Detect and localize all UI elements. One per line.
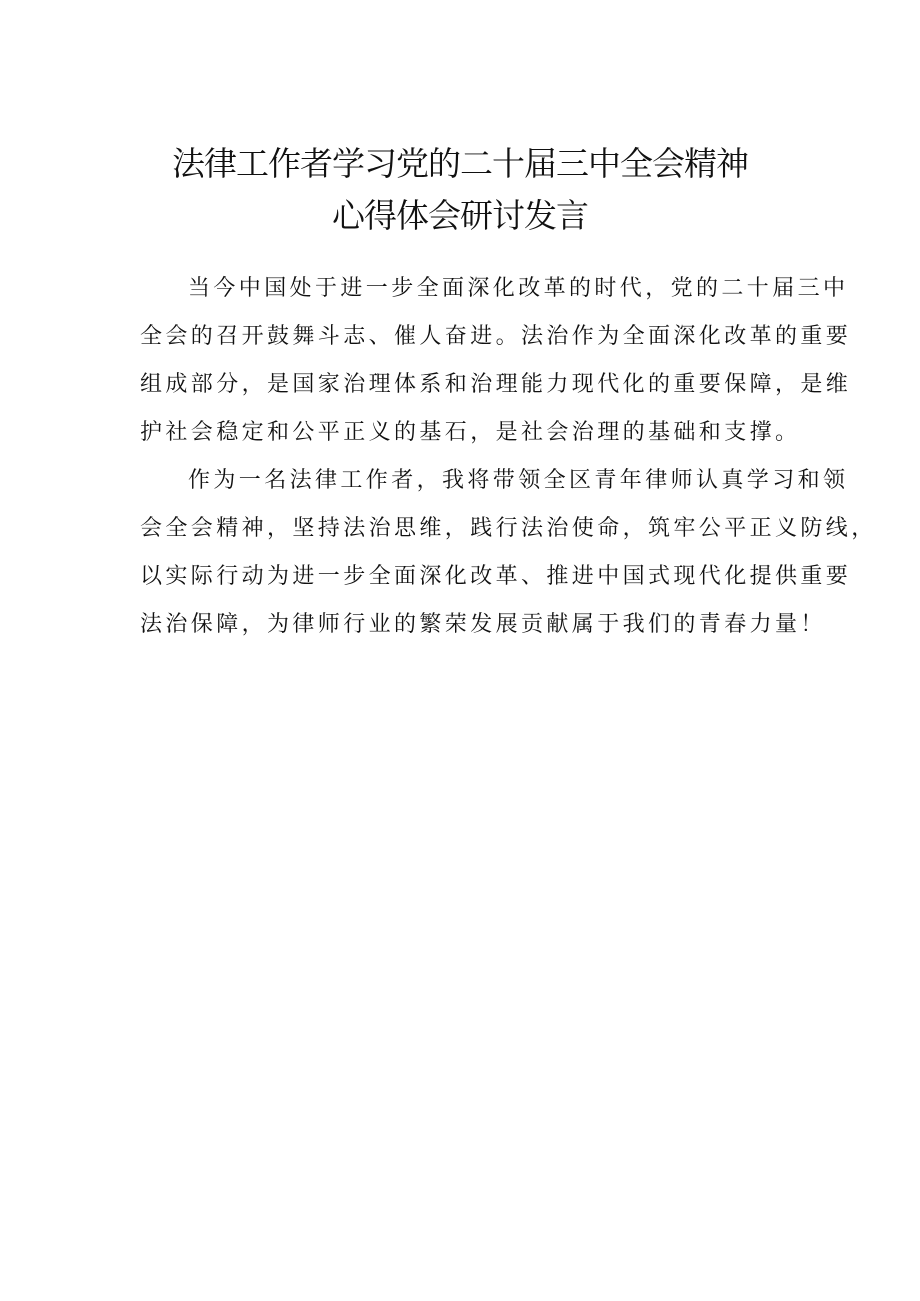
paragraph-2-line-1: 作为一名法律工作者，我将带领全区青年律师认真学习和领 xyxy=(188,468,849,493)
paragraph-1-line-1: 当今中国处于进一步全面深化改革的时代，党的二十届三中 xyxy=(188,276,849,301)
document-body xyxy=(140,265,877,649)
document-title xyxy=(0,138,920,242)
paragraph-1-line-2: 全会的召开鼓舞斗志、催人奋进。法治作为全面深化改革的重要 xyxy=(140,324,852,349)
title-line-1: 法律工作者学习党的二十届三中全会精神 xyxy=(172,144,748,183)
title-line-2: 心得体会研讨发言 xyxy=(332,196,588,235)
paragraph-2-line-2: 会全会精神，坚持法治思维，践行法治使命，筑牢公平正义防线， xyxy=(140,516,877,541)
paragraph-2-line-4: 法治保障，为律师行业的繁荣发展贡献属于我们的青春力量！ xyxy=(140,612,826,637)
paragraph-1-line-4: 护社会稳定和公平正义的基石，是社会治理的基础和支撑。 xyxy=(140,420,801,445)
paragraph-2-line-3: 以实际行动为进一步全面深化改革、推进中国式现代化提供重要 xyxy=(140,564,852,589)
paragraph-1-line-3: 组成部分，是国家治理体系和治理能力现代化的重要保障，是维 xyxy=(140,372,852,397)
